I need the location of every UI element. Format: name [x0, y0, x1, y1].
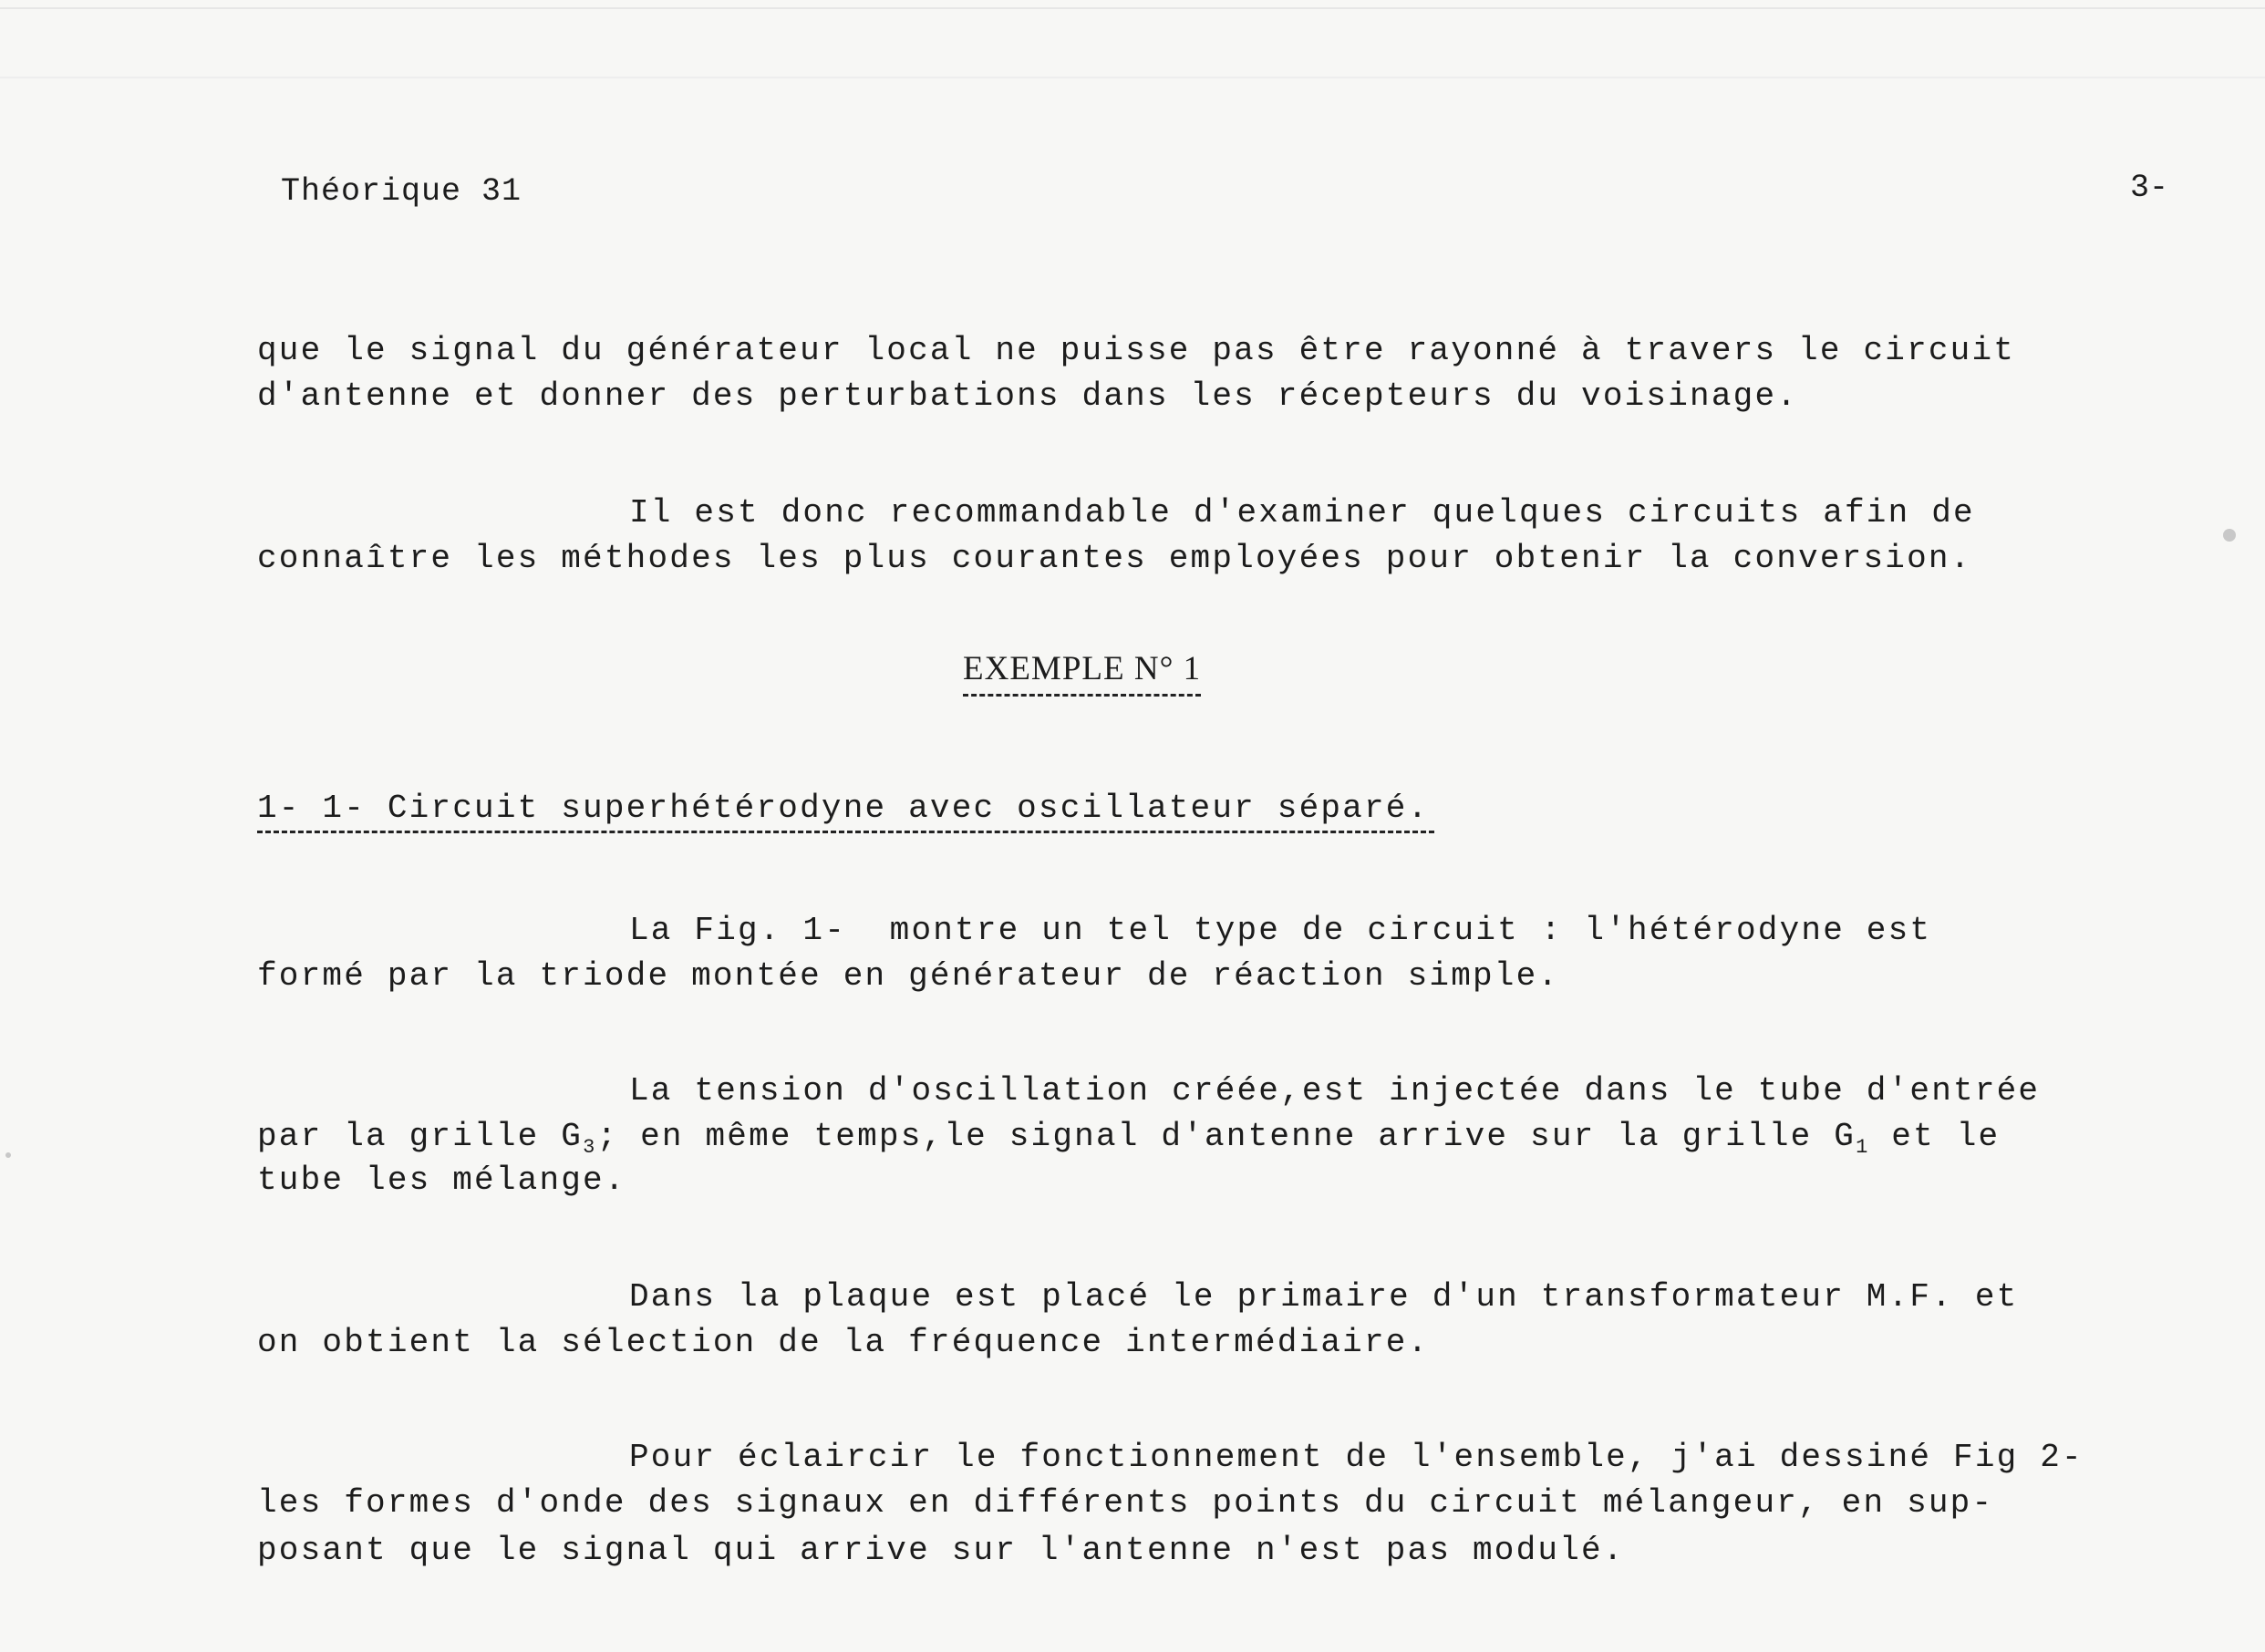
text-run: par la grille G — [257, 1118, 584, 1155]
scan-speck — [2223, 529, 2236, 542]
paragraph-line: Dans la plaque est placé le primaire d'un transformateur M.F. et — [629, 1278, 2019, 1316]
paragraph-line: connaître les méthodes les plus courantes employées pour obtenir la conversion. — [257, 540, 1972, 577]
paragraph-line: posant que le signal qui arrive sur l'antenne n'est pas modulé. — [257, 1532, 1625, 1569]
paragraph-line: tube les mélange. — [257, 1162, 626, 1199]
text-run: ; en même temps,le signal d'antenne arrive sur la grille G — [596, 1118, 1856, 1155]
paragraph-line: que le signal du générateur local ne puisse pas être rayonné à travers le circuit — [257, 332, 2016, 369]
paragraph-line: La tension d'oscillation créée,est injectée dans le tube d'entrée — [629, 1072, 2041, 1110]
subscript: 1 — [1856, 1136, 1870, 1160]
paragraph-line: les formes d'onde des signaux en différents points du circuit mélangeur, en sup- — [257, 1484, 1994, 1522]
scan-artifact — [0, 77, 2265, 78]
paragraph-line: on obtient la sélection de la fréquence intermédiaire. — [257, 1324, 1430, 1361]
paragraph-line: Pour éclaircir le fonctionnement de l'ensemble, j'ai dessiné Fig 2- — [629, 1439, 2084, 1476]
paragraph-line: formé par la triode montée en générateur de réaction simple. — [257, 957, 1560, 995]
paragraph-line: Il est donc recommandable d'examiner quelques circuits afin de — [629, 494, 1975, 532]
page-header-title: Théorique 31 — [281, 173, 522, 210]
paragraph-line — [257, 1118, 2000, 1159]
page-number: 3- — [2130, 170, 2169, 206]
section-title: 1- 1- Circuit superhétérodyne avec oscillateur séparé. — [257, 790, 1434, 833]
example-heading: EXEMPLE N° 1 — [963, 649, 1201, 697]
scan-speck — [5, 1152, 11, 1158]
paragraph-line: La Fig. 1- montre un tel type de circuit : l'hétérodyne est — [629, 912, 1932, 949]
paragraph-line: d'antenne et donner des perturbations dans les récepteurs du voisinage. — [257, 377, 1799, 415]
scan-artifact — [0, 7, 2265, 9]
text-run: et le — [1869, 1118, 2001, 1155]
subscript: 3 — [583, 1136, 597, 1160]
